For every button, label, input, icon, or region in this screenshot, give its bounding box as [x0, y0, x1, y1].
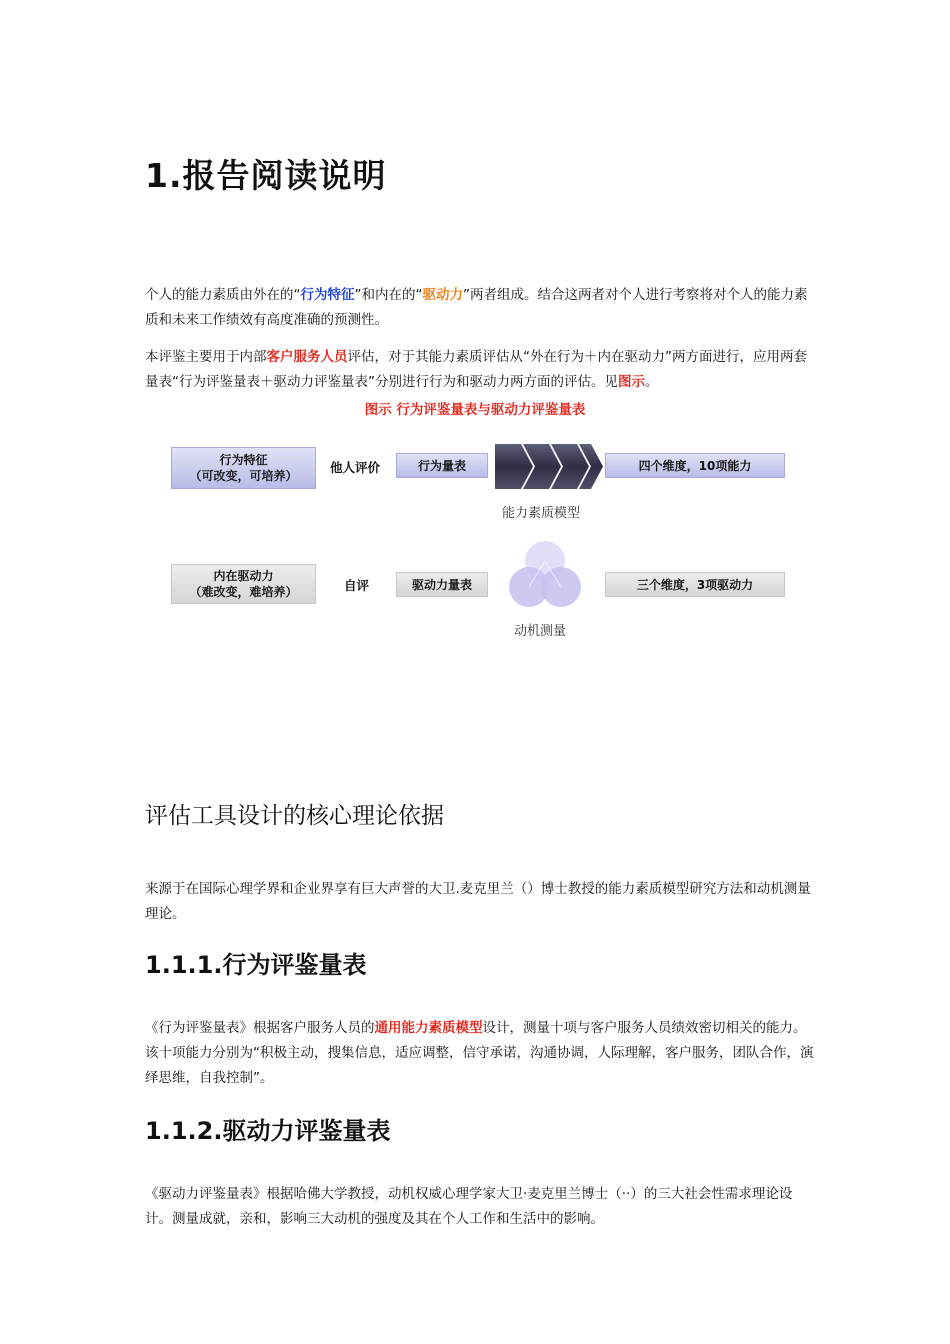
process-chevron-icon — [495, 444, 603, 489]
behavior-scale-box: 行为量表 — [396, 453, 488, 478]
section-heading-3-1 — [145, 945, 366, 980]
figure-caption: 图示 行为评鉴量表与驱动力评鉴量表 — [364, 402, 586, 418]
section-heading-2: 评估工具设计的核心理论依据 — [145, 803, 444, 829]
text: 评估，对于其能力素质评估从“外在行为＋内在驱动力”两方面进行，应用两套量表“行为评鉴量表＋驱动力评鉴量表”分别进行行为和驱动力两方面的评估。见 — [145, 349, 807, 390]
theory-paragraph: 来源于在国际心理学界和企业界享有巨大声誉的大卫.麦克里兰（）博士教授的能力素质模型研究方法和动机测量理论。 — [145, 881, 811, 922]
text: 。 — [645, 374, 659, 390]
highlight-drive: 驱动力 — [422, 287, 463, 303]
drive-scale-box: 驱动力量表 — [396, 572, 488, 597]
box-line: （难改变，难培养） — [189, 585, 298, 599]
drive-result-box: 三个维度，3项驱动力 — [605, 572, 785, 597]
drive-scale-paragraph: 《驱动力评鉴量表》根据哈佛大学教授，动机权威心理学家大卫·麦克里兰博士（··）的三大社会性需求理论设计。测量成就，亲和，影响三大动机的强度及其在个人工作和生活中的影响。 — [145, 1186, 793, 1227]
text: 《行为评鉴量表》根据客户服务人员的 — [145, 1020, 375, 1036]
heading-title: 驱动力评鉴量表 — [222, 1117, 391, 1145]
text: ”两者组成。结合这两者对个人进行考察将对个人的能力素质和未来工作绩效有高度准确的预测性。 — [145, 287, 808, 328]
section-heading-3-2 — [145, 1111, 390, 1146]
highlight-model: 通用能力素质模型 — [374, 1020, 483, 1036]
box-line: 行为特征 — [219, 453, 268, 467]
behavior-result-box: 四个维度，10项能力 — [605, 453, 785, 478]
box-line: （可改变，可培养） — [189, 469, 298, 483]
inner-drive-box — [171, 564, 316, 604]
text: ”和内在的“ — [354, 287, 423, 303]
text: 个人的能力素质由外在的“ — [145, 287, 301, 303]
venn-circles-icon — [505, 539, 585, 611]
heading-number: 1.1.1. — [145, 951, 223, 979]
model-label: 能力素质模型 — [502, 506, 581, 521]
text: 本评鉴主要用于内部 — [145, 349, 267, 365]
heading-number: 1.1.2. — [145, 1117, 223, 1145]
text: 设计，测量十项与客户服务人员绩效密切相关的能力。该十项能力分别为“积极主动，搜集信息，适应调整，信守承诺，沟通协调，人际理解，客户服务，团队合作，演绎思维，自我控制”。 — [145, 1020, 814, 1086]
highlight-staff: 客户服务人员 — [266, 349, 348, 365]
behavior-scale-paragraph — [145, 1016, 815, 1091]
intro-paragraph-2 — [145, 345, 815, 395]
behavior-trait-box — [171, 447, 316, 489]
motive-label: 动机测量 — [514, 624, 567, 639]
method-label: 自评 — [344, 578, 370, 593]
box-line: 内在驱动力 — [213, 569, 274, 583]
intro-paragraph-1 — [145, 283, 815, 333]
method-label: 他人评价 — [330, 460, 381, 475]
highlight-figure-ref: 图示 — [618, 374, 645, 390]
heading-title: 行为评鉴量表 — [222, 951, 367, 979]
highlight-behavior: 行为特征 — [300, 287, 355, 303]
section-heading-1: 1.报告阅读说明 — [145, 156, 387, 195]
